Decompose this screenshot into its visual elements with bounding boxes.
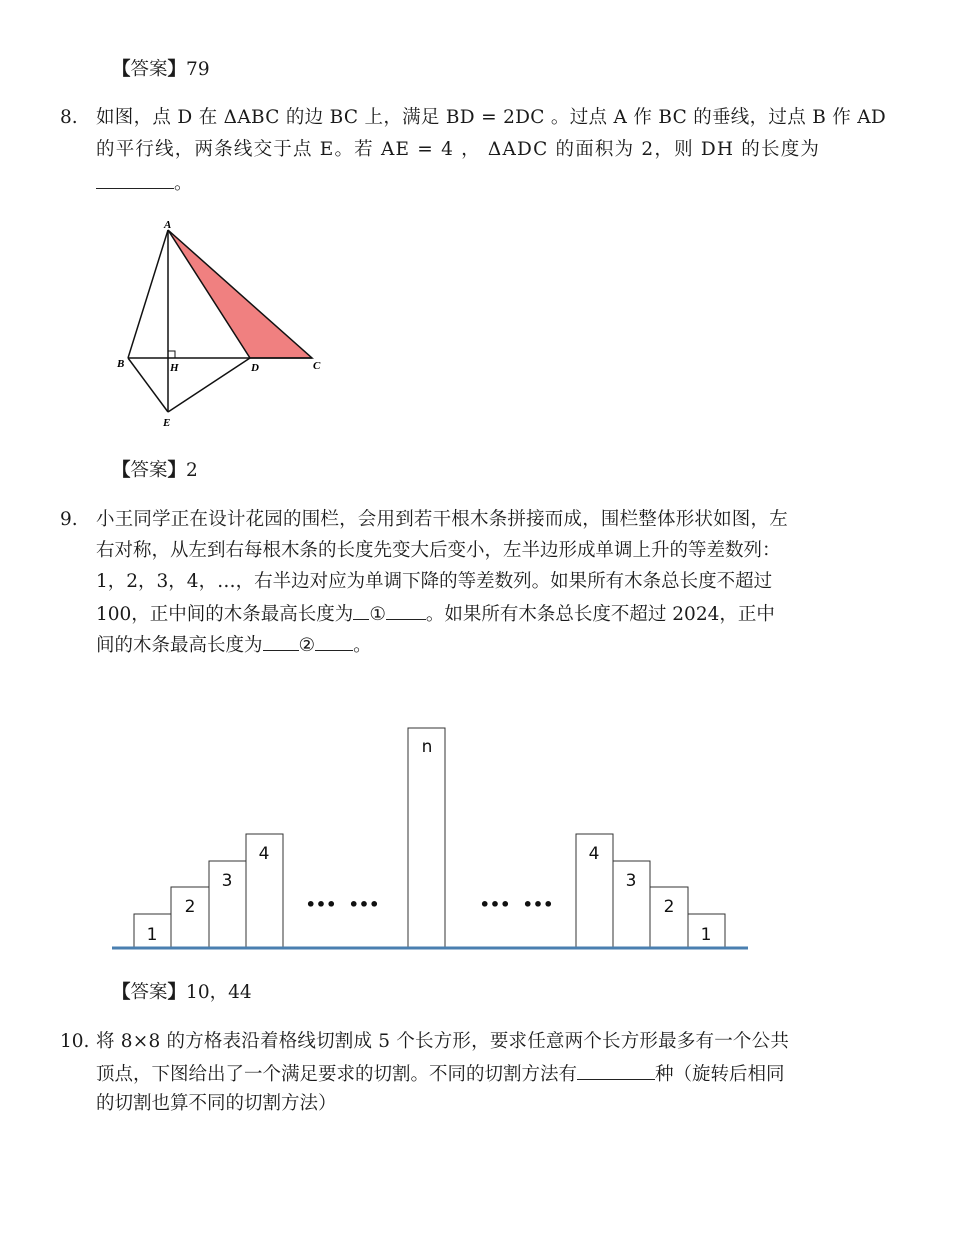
answer-q7: 【答案】79 — [112, 59, 210, 80]
segment-ab — [128, 230, 168, 358]
answer-value: 2 — [186, 460, 198, 481]
segment-ed — [168, 358, 250, 412]
bar-label: 1 — [146, 925, 158, 945]
q9-text-line5 — [96, 632, 372, 658]
blank-marker-1: ① — [369, 604, 386, 625]
answer-label: 答案 — [130, 460, 168, 481]
ellipsis: ••• — [348, 895, 380, 914]
q9-line4-text: 。如果所有木条总长度不超过 2024，正中 — [425, 604, 775, 625]
blank-marker-2: ② — [298, 635, 316, 656]
bar-label-center: n — [421, 737, 433, 757]
label-c: C — [313, 360, 321, 372]
triangle-figure — [100, 210, 340, 440]
ellipsis: ••• — [522, 895, 554, 914]
q10-line2-text: 种（旋转后相同 — [655, 1064, 785, 1085]
question-number: 9. — [60, 509, 78, 530]
q10-text-line1: 将 8×8 的方格表沿着格线切割成 5 个长方形，要求任意两个长方形最多有一个公共 — [96, 1031, 790, 1052]
bar-label: 2 — [184, 897, 196, 917]
answer-blank — [263, 632, 299, 651]
q9-line5-text: 。 — [353, 635, 372, 656]
q9-text-line4 — [96, 601, 775, 627]
q8-text-line1: 如图，点 D 在 ΔABC 的边 BC 上，满足 BD = 2DC 。过点 A 作 BC 的垂线，过点 B 作 AD — [96, 107, 887, 128]
ellipsis: ••• — [305, 895, 337, 914]
ellipsis: ••• — [479, 895, 511, 914]
question-number: 10. — [60, 1031, 90, 1052]
triangle-adc-fill — [168, 230, 312, 358]
q9-text-line3: 1，2，3，4，…，右半边对应为单调下降的等差数列。如果所有木条总长度不超过 — [96, 571, 773, 592]
answer-blank — [353, 601, 369, 620]
label-b: B — [117, 358, 125, 370]
bar-label: 3 — [221, 871, 233, 891]
answer-value: 79 — [186, 59, 210, 80]
q9-line4-text: 100，正中间的木条最高长度为 — [96, 604, 354, 625]
bar-label: 2 — [663, 897, 675, 917]
answer-value: 10，44 — [186, 982, 252, 1003]
answer-q8: 【答案】2 — [112, 460, 198, 481]
answer-blank — [386, 601, 426, 620]
answer-blank — [315, 632, 353, 651]
bar-label: 4 — [588, 844, 600, 864]
fence-bar-center — [408, 728, 445, 948]
bar-label: 4 — [258, 844, 270, 864]
bar-label: 3 — [625, 871, 637, 891]
q9-text-line1: 小王同学正在设计花园的围栏，会用到若干根木条拼接而成，围栏整体形状如图，左 — [96, 509, 788, 530]
q10-text-line2 — [96, 1061, 785, 1087]
answer-label: 答案 — [130, 59, 168, 80]
right-angle-mark — [168, 351, 175, 358]
label-h: H — [170, 362, 179, 374]
bar-label: 1 — [700, 925, 712, 945]
label-d: D — [251, 362, 259, 374]
q8-text-line2: 的平行线，两条线交于点 E。若 AE = 4 ， ΔADC 的面积为 2，则 DH 的长度为 — [96, 139, 821, 160]
q9-line5-text: 间的木条最高长度为 — [96, 635, 263, 656]
q8-punct: 。 — [174, 173, 193, 194]
label-e: E — [163, 417, 171, 429]
q10-text-line3: 的切割也算不同的切割方法） — [96, 1093, 337, 1114]
label-a: A — [164, 219, 172, 231]
answer-blank — [577, 1061, 655, 1080]
q10-line2-text: 顶点，下图给出了一个满足要求的切割。不同的切割方法有 — [96, 1064, 578, 1085]
q8-text-line3 — [96, 170, 193, 196]
fence-figure — [100, 720, 760, 960]
segment-be — [128, 358, 168, 412]
answer-label: 答案 — [130, 982, 168, 1003]
question-number: 8. — [60, 107, 78, 128]
answer-q9: 【答案】10，44 — [112, 982, 252, 1003]
q9-text-line2: 右对称，从左到右每根木条的长度先变大后变小，左半边形成单调上升的等差数列： — [96, 540, 781, 561]
answer-blank — [96, 170, 174, 189]
